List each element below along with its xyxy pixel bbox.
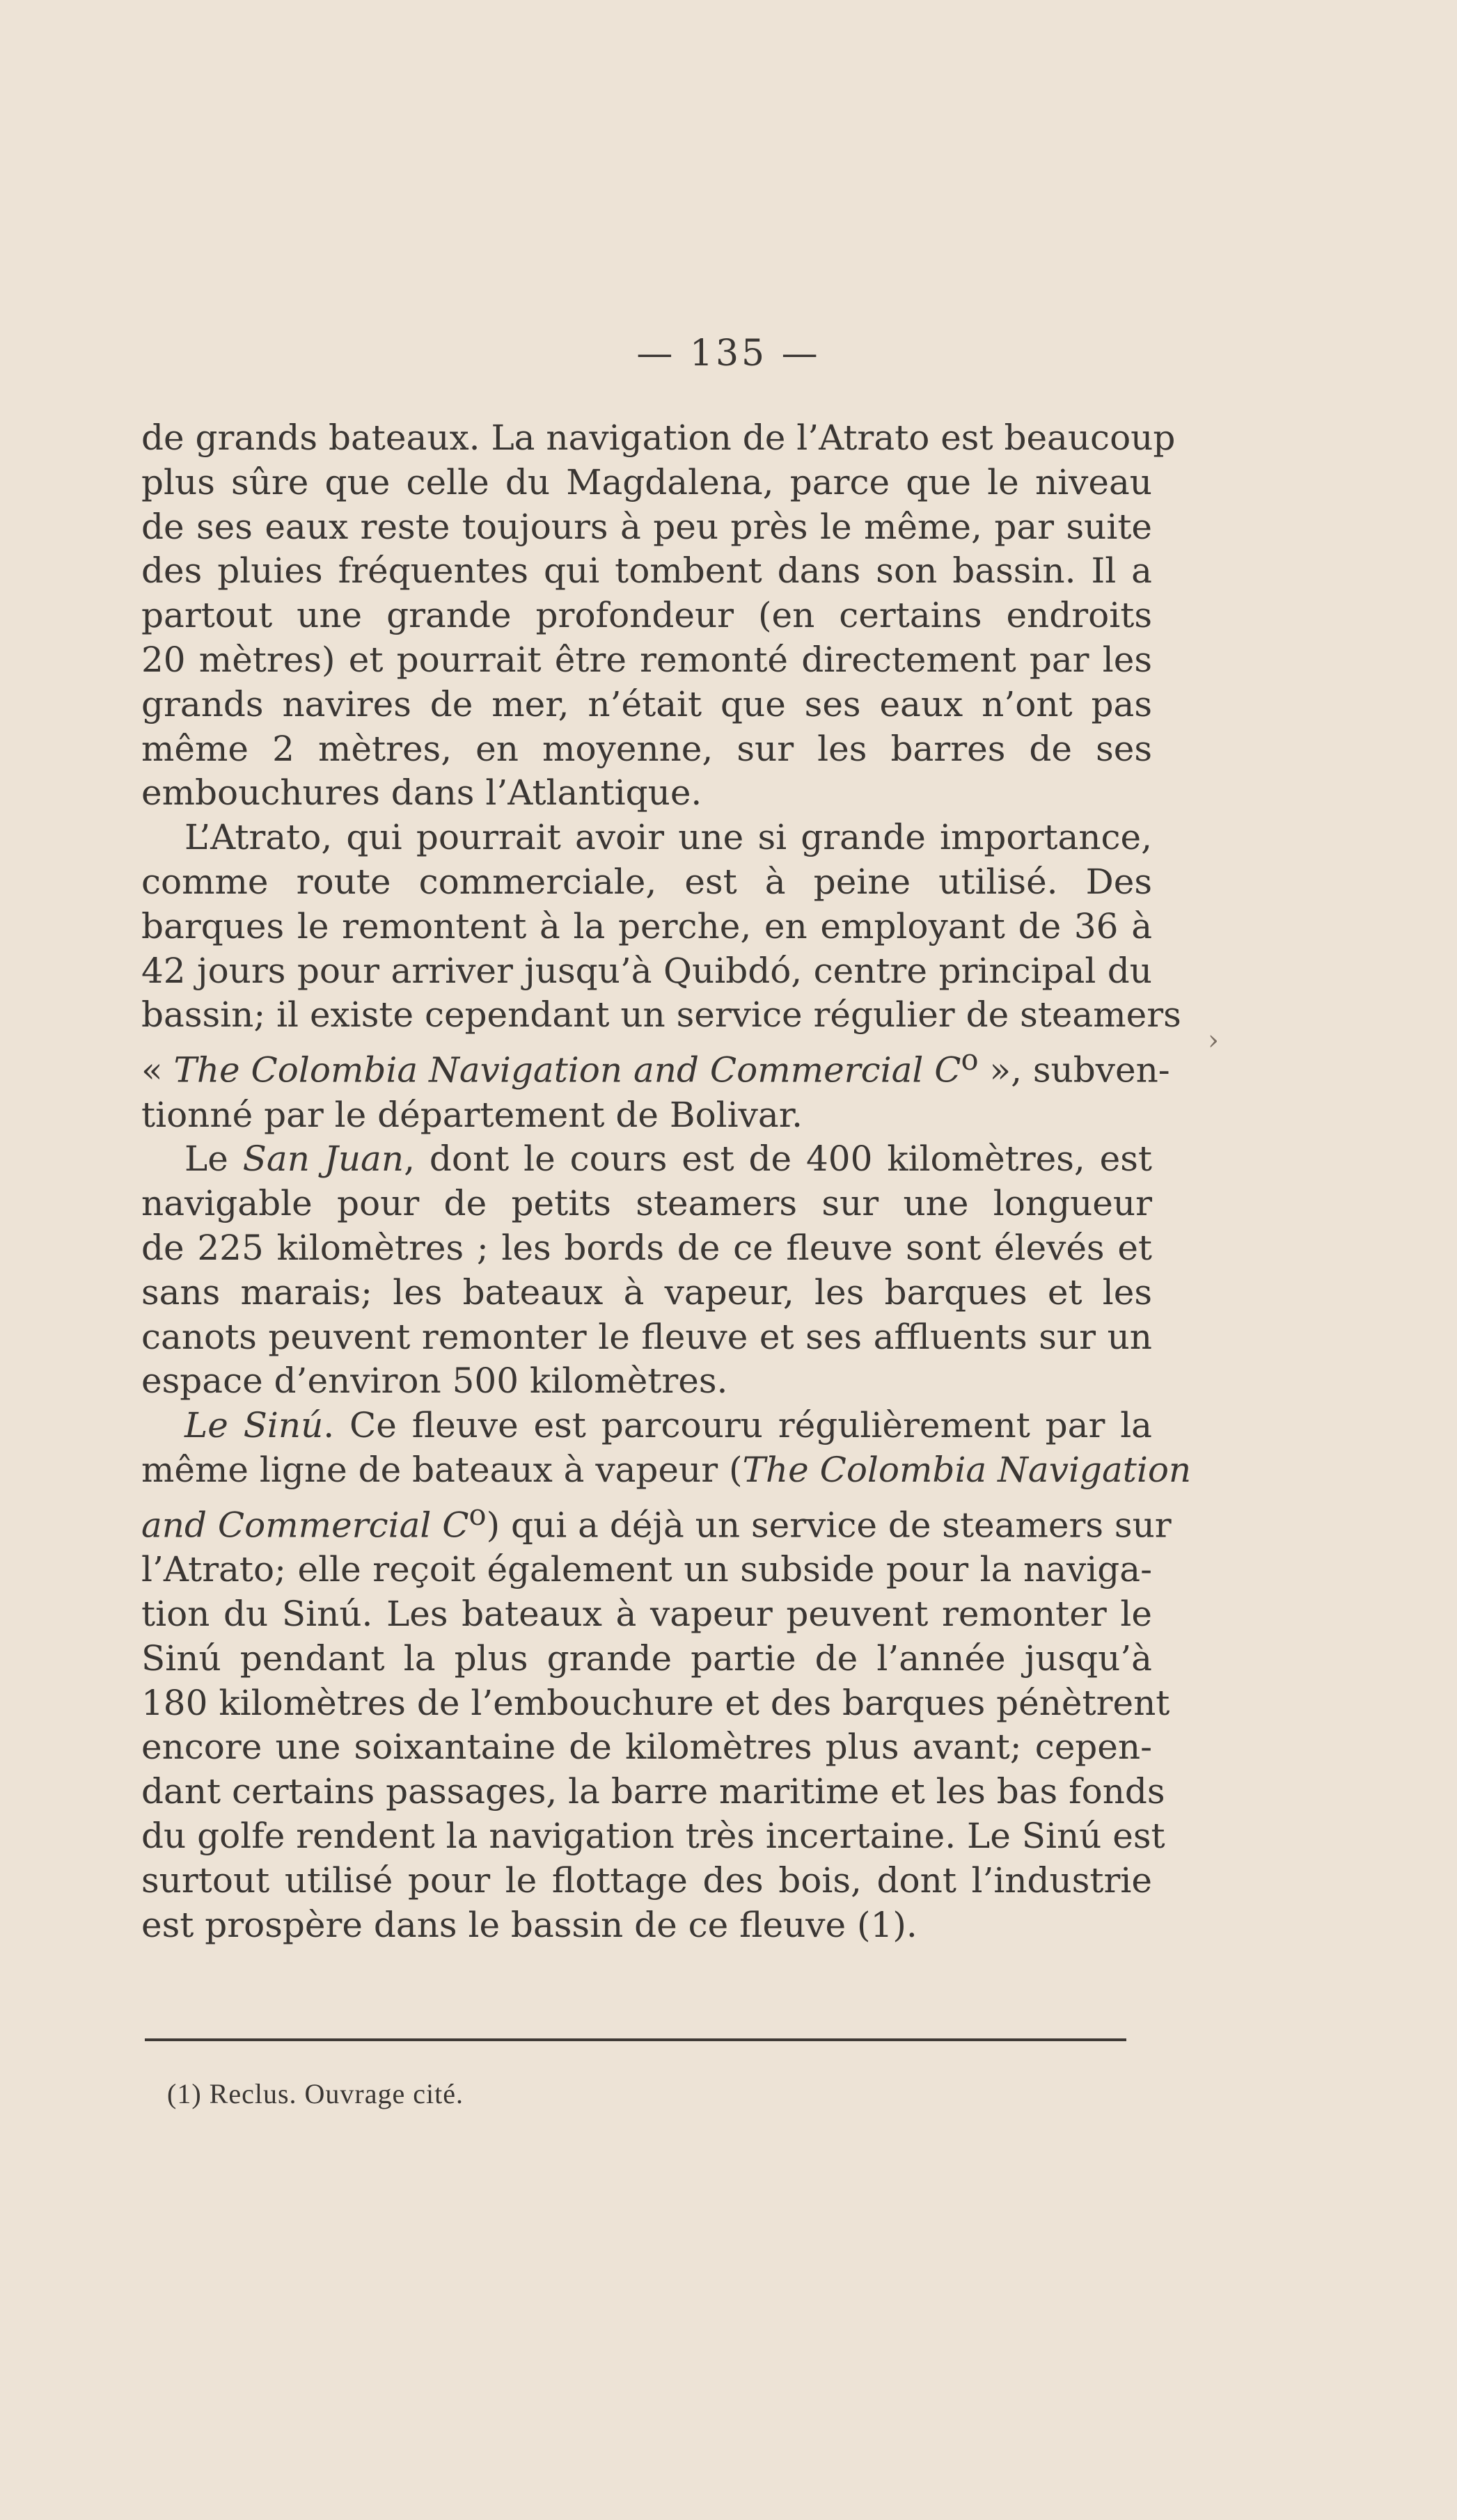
river-name: Le Sinú	[184, 1405, 324, 1446]
text-line: de ses eaux reste toujours à peu près le même, par suite	[141, 506, 1152, 547]
text-run: «	[141, 1049, 174, 1091]
company-name: and Commercial C	[141, 1505, 469, 1546]
text-line: dant certains passages, la barre maritime et les bas fonds	[141, 1771, 1165, 1812]
text-line: du golfe rendent la navigation très incertaine. Le Sinú est	[141, 1816, 1165, 1857]
text-line: espace d’environ 500 kilomètres.	[141, 1361, 728, 1402]
body-text	[141, 416, 1192, 1947]
text-line: de 225 kilomètres ; les bords de ce fleuve sont élevés et	[141, 1228, 1152, 1268]
superscript: o	[468, 1497, 487, 1532]
text-line: plus sûre que celle du Magdalena, parce que le niveau	[141, 461, 1152, 502]
text-line: 180 kilomètres de l’embouchure et des barques pénètrent	[141, 1682, 1170, 1723]
text-line: embouchures dans l’Atlantique.	[141, 772, 702, 814]
paragraph-3	[141, 1137, 1152, 1404]
page-number: — 135 —	[636, 333, 821, 374]
paragraph-1	[141, 416, 1176, 816]
text-line: surtout utilisé pour le flottage des bois, dont l’industrie	[141, 1860, 1152, 1901]
text-line: barques le remontent à la perche, en employant de 36 à	[141, 905, 1152, 946]
text-line: partout une grande profondeur (en certains endroits	[141, 595, 1152, 636]
text-line: Sinú pendant la plus grande partie de l’année jusqu’à	[141, 1638, 1152, 1679]
river-name: San Juan	[242, 1139, 404, 1180]
footnote-rule	[145, 2038, 1126, 2041]
text-line: tionné par le département de Bolivar.	[141, 1094, 803, 1135]
text-line: tion du Sinú. Les bateaux à vapeur peuvent remonter le	[141, 1594, 1152, 1635]
text-line: L’Atrato, qui pourrait avoir une si grande importance,	[184, 817, 1152, 858]
text-run: même ligne de bateaux à vapeur (	[141, 1449, 743, 1490]
text-line: 42 jours pour arriver jusqu’à Quibdó, centre principal du	[141, 950, 1152, 991]
text-line: sans marais; les bateaux à vapeur, les barques et les	[141, 1271, 1152, 1313]
text-line: grands navires de mer, n’était que ses eaux n’ont pas	[141, 683, 1152, 724]
text-line: bassin; il existe cependant un service régulier de steamers	[141, 994, 1181, 1036]
paragraph-2	[141, 816, 1181, 1137]
text-line	[141, 1404, 1152, 1448]
text-run: ) qui a déjà un service de steamers sur	[486, 1505, 1172, 1546]
footnote: (1) Reclus. Ouvrage cité.	[167, 2078, 464, 2109]
company-name: The Colombia Navigation	[742, 1449, 1192, 1490]
text-run: Le	[184, 1139, 243, 1180]
text-line: canots peuvent remonter le fleuve et ses affluents sur un	[141, 1316, 1152, 1357]
text-line: des pluies fréquentes qui tombent dans son bassin. Il a	[141, 550, 1152, 592]
superscript: o	[961, 1043, 979, 1077]
text-line	[141, 1448, 1192, 1493]
margin-mark: ›	[1208, 1024, 1219, 1056]
text-run: . Ce fleuve est parcouru régulièrement par la	[323, 1405, 1152, 1446]
text-line: comme route commerciale, est à peine utilisé. Des	[141, 861, 1152, 902]
text-line	[141, 1493, 1172, 1548]
text-run: , dont le cours est de 400 kilomètres, est	[404, 1139, 1153, 1180]
text-line	[141, 1137, 1152, 1182]
text-line	[141, 1038, 1170, 1093]
text-line: même 2 mètres, en moyenne, sur les barres de ses	[141, 728, 1152, 769]
text-line: l’Atrato; elle reçoit également un subside pour la naviga-	[141, 1549, 1152, 1590]
text-line: navigable pour de petits steamers sur une longueur	[141, 1183, 1152, 1224]
text-line: est prospère dans le bassin de ce fleuve (1).	[141, 1904, 917, 1945]
text-line: encore une soixantaine de kilomètres plus avant; cepen-	[141, 1727, 1152, 1768]
paragraph-4	[141, 1404, 1192, 1947]
text-line: de grands bateaux. La navigation de l’Atrato est beaucoup	[141, 418, 1176, 458]
company-name: The Colombia Navigation and Commercial C	[173, 1049, 961, 1091]
text-line: 20 mètres) et pourrait être remonté directement par les	[141, 639, 1152, 680]
text-run: », subven-	[978, 1049, 1170, 1091]
